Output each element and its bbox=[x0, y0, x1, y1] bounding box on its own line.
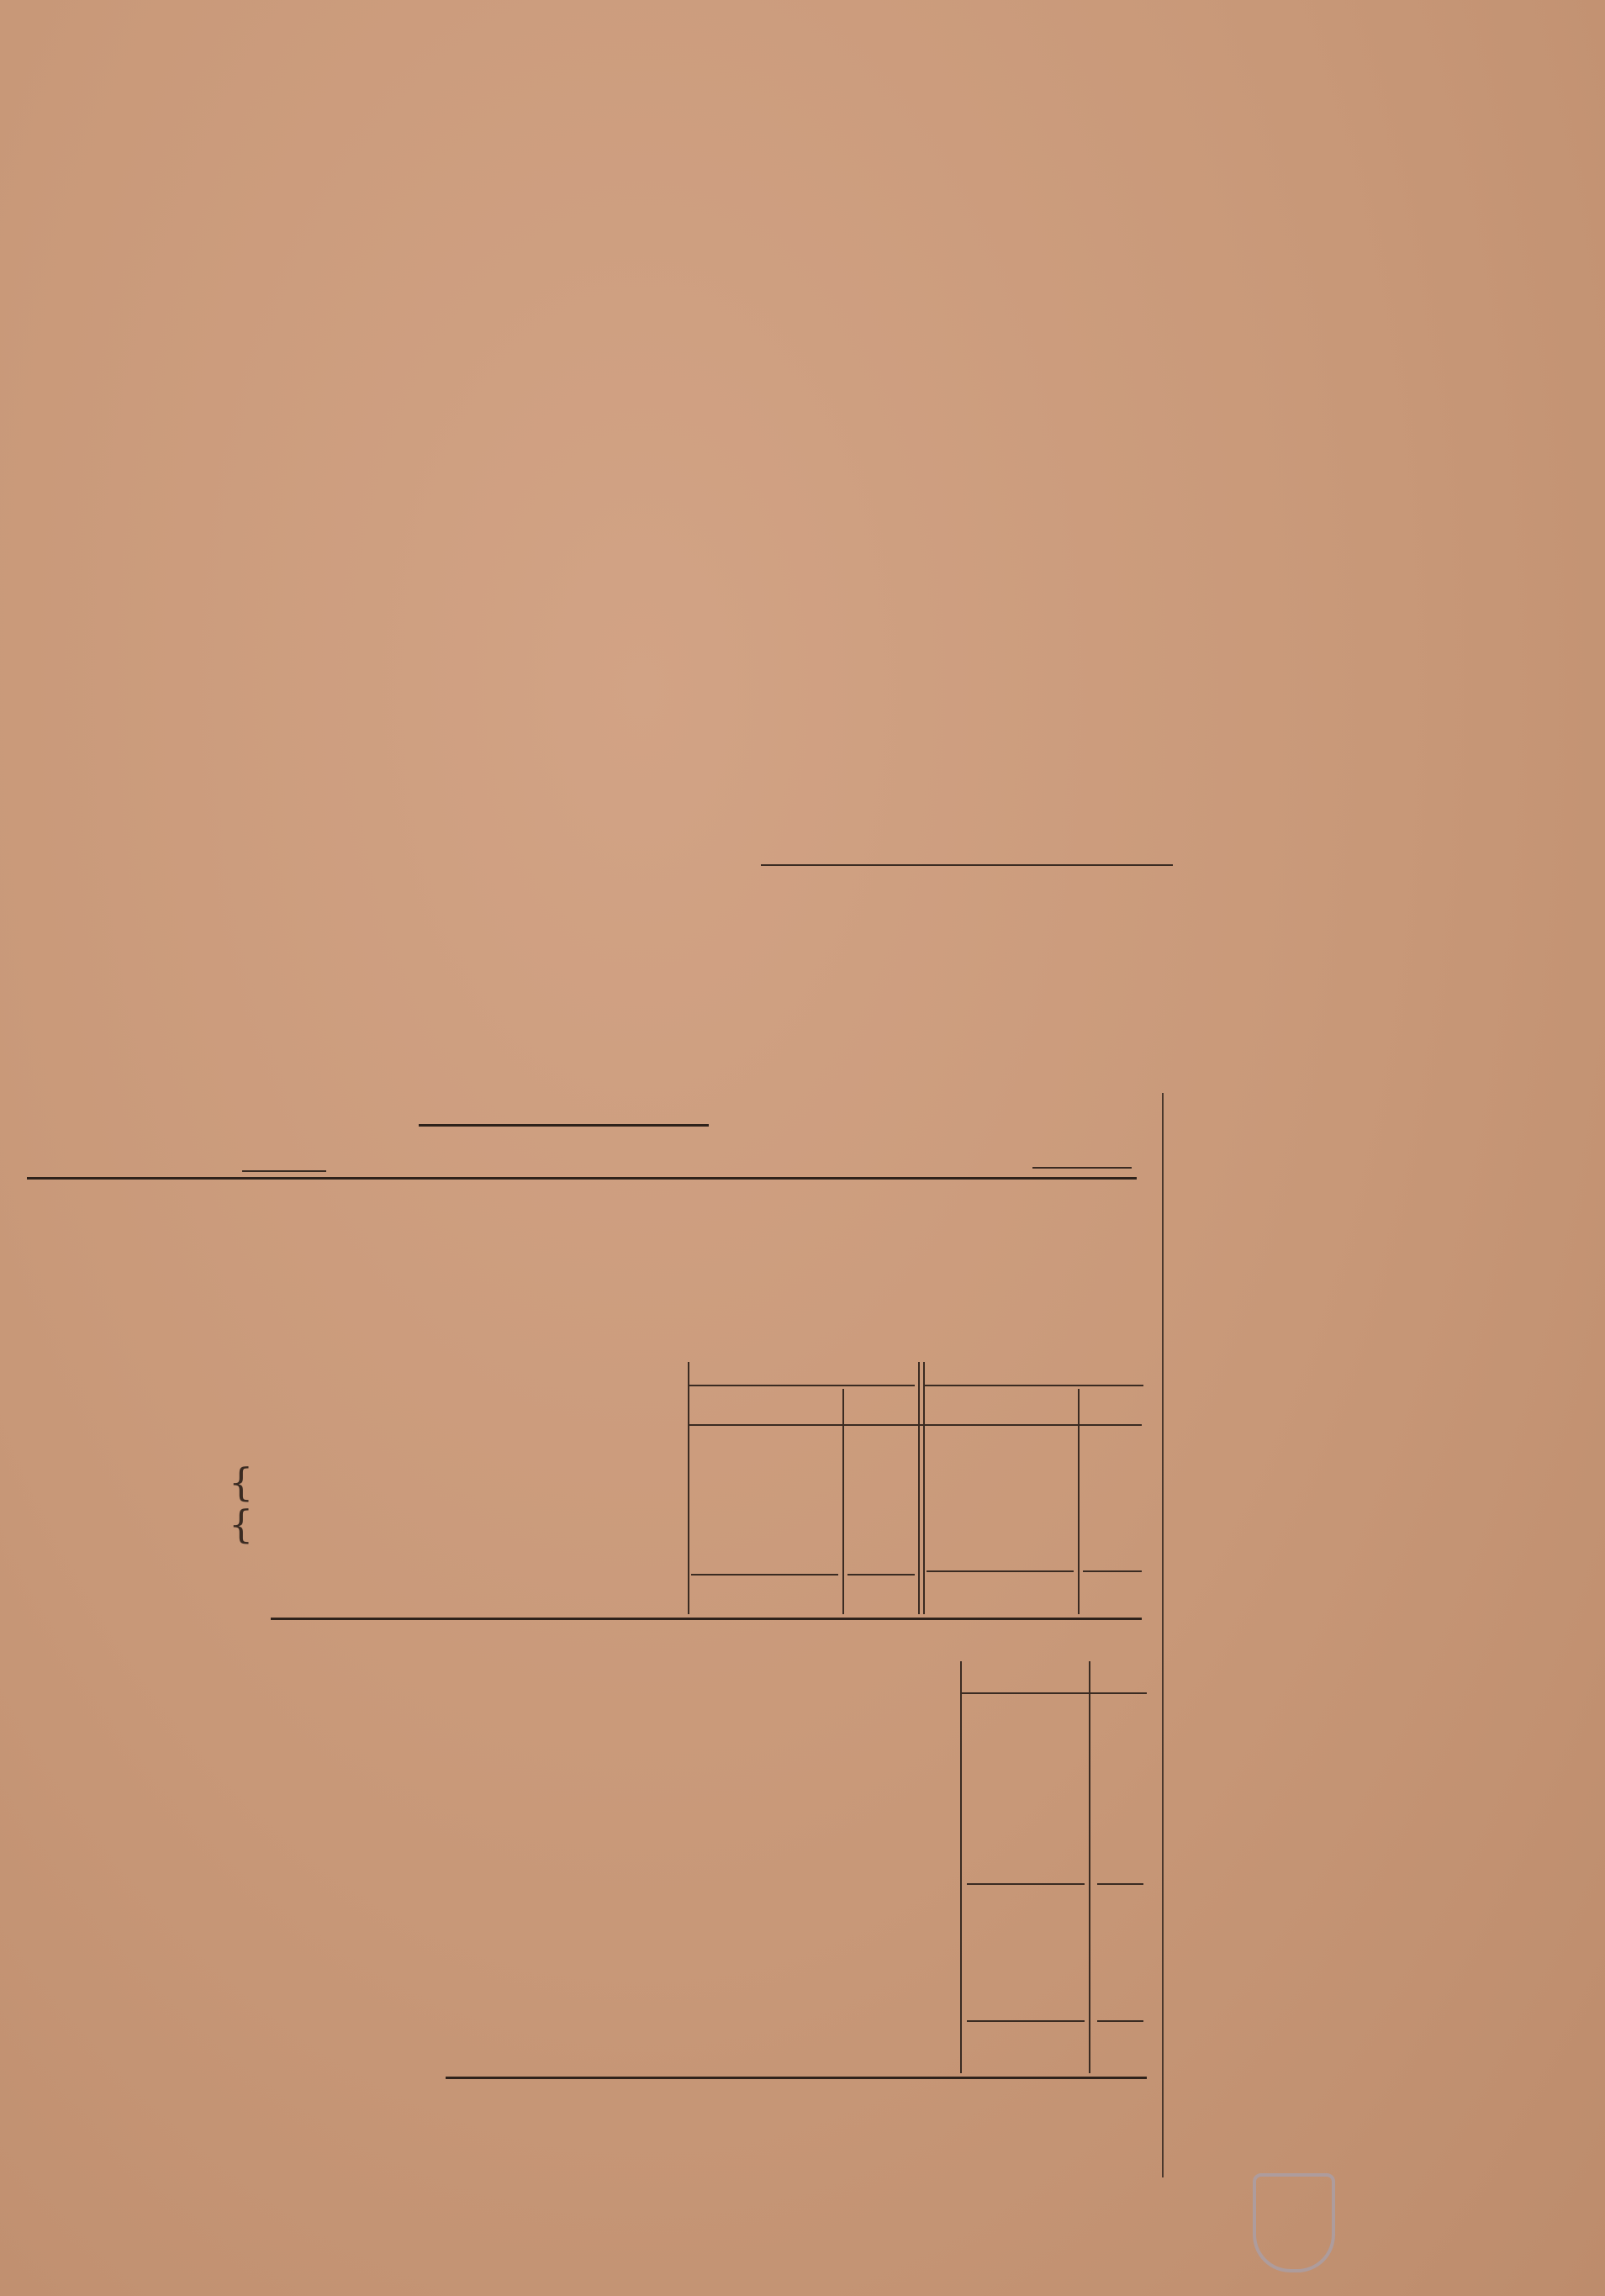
archive-watermark bbox=[1253, 2165, 1555, 2274]
brace-icon: { bbox=[229, 1459, 254, 1505]
shield-icon bbox=[1253, 2173, 1335, 2272]
brace-icon-2: { bbox=[229, 1502, 254, 1547]
